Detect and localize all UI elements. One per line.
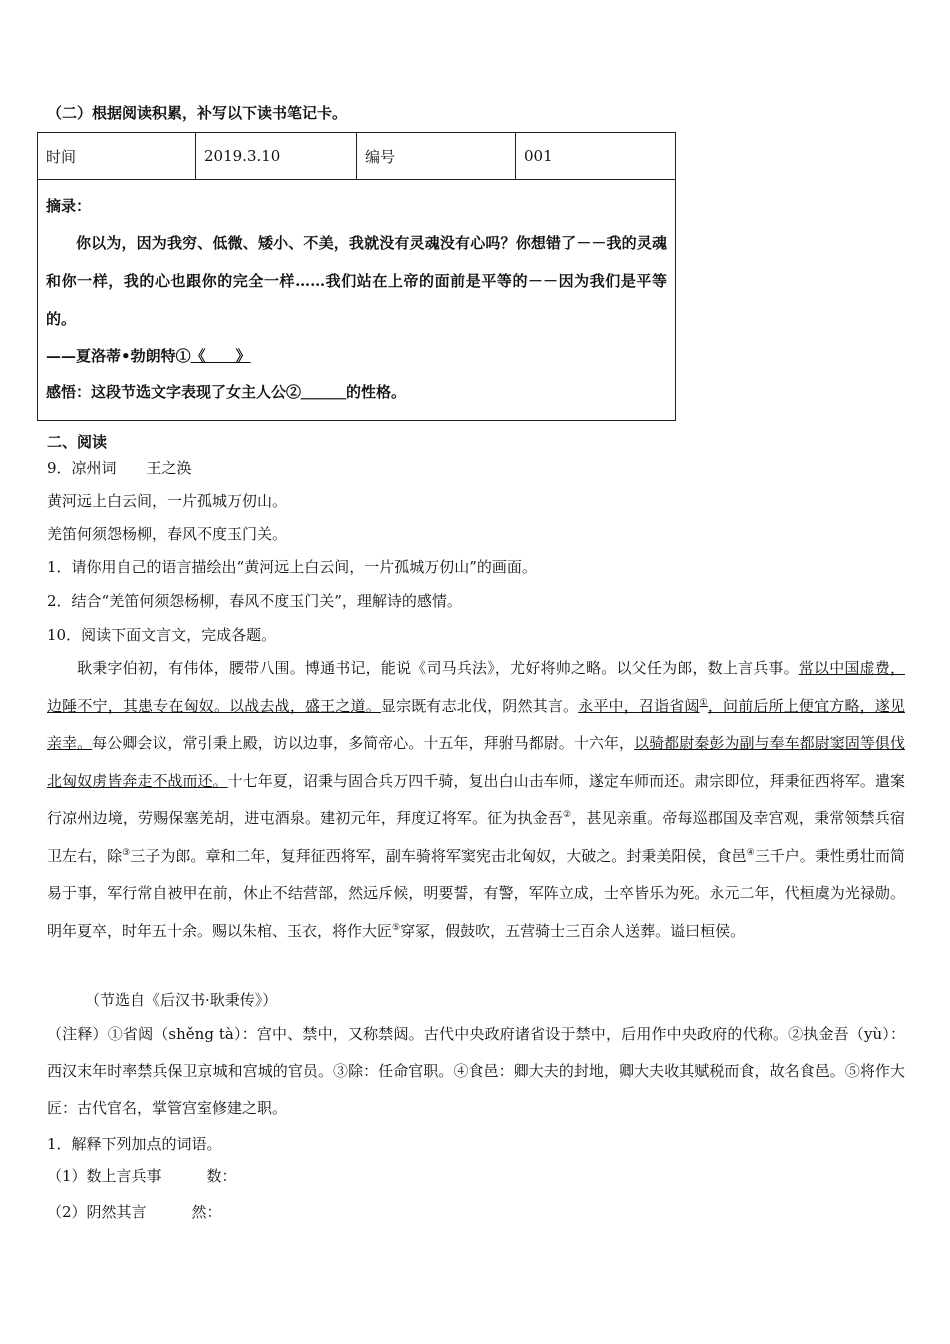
passage-source: （节选自《后汉书·耿秉传》） [85, 991, 278, 1009]
q9-question-2: 2．结合“羌笛何须怨杨柳，春风不度玉门关”，理解诗的感情。 [47, 592, 462, 610]
insight-prefix: 感悟：这段节选文字表现了女主人公② [46, 383, 302, 401]
section-heading: （二）根据阅读积累，补写以下读书笔记卡。 [47, 104, 348, 122]
number-value: 001 [516, 133, 676, 180]
annotations: （注释）①省闼（shěng tà）：宫中、禁中，又称禁闼。古代中央政府诸省设于禁中，后用作中央政府的代称。②执金吾（yù）：西汉末年时率禁兵保卫京城和宫城的官员。③除：任命官职。④食邑：卿大夫的封地，卿大夫收其赋税而食，故名食邑。⑤将作大匠：古代官名，掌管宫室修建之职。 [47, 1025, 905, 1117]
time-value: 2019.3.10 [196, 133, 357, 180]
source-prefix: ——夏洛蒂•勃朗特① [46, 347, 191, 365]
poem-line-1: 黄河远上白云间，一片孤城万仞山。 [47, 492, 288, 510]
time-label: 时间 [38, 133, 196, 180]
q10-question-1: 1．解释下列加点的词语。 [47, 1135, 222, 1153]
classical-passage: 耿秉字伯初，有伟体，腰带八围。博通书记，能说《司马兵法》，尤好将帅之略。以父任为郎，数上言兵事。常以中国虚费，边陲不宁，其患专在匈奴。以战去战，盛王之道。显宗既有志北伐，阴然其言。永平中，召诣省闼①，问前后所上便宜方略，遂见亲幸。每公卿会议，常引秉上殿，访以边事，多简帝心。十五年，拜驸马都尉。十六年，以骑都尉秦彭为副与奉车都尉窦固等俱伐北匈奴虏皆奔走不战而还。十七年夏，诏秉与固合兵万四千骑，复出白山击车师，遂定车师而还。肃宗即位，拜秉征西将军。遣案行凉州边境，劳赐保塞羌胡，进屯酒泉。建初元年，拜度辽将军。征为执金吾②，甚见亲重。帝每巡郡国及幸宫观，秉常领禁兵宿卫左右，除③三子为郎。章和二年，复拜征西将军，副车骑将军窦宪击北匈奴，大破之。封秉美阳侯，食邑④三千户。秉性勇壮而简易于事，军行常自被甲在前，休止不结营部，然远斥候，明要誓，有警，军阵立成，士卒皆乐为死。永元二年，代桓虞为光禄勋。明年夏卒，时年五十余。赐以朱棺、玉衣，将作大匠⑤穿冢，假鼓吹，五营骑士三百余人送葬。谥曰桓侯。 [47, 659, 905, 940]
insight-suffix: 的性格。 [346, 383, 407, 401]
source-line [46, 338, 667, 374]
insight-line [46, 374, 667, 410]
book-title-blank: 《 》 [190, 347, 251, 365]
q10-item-2: （2）阴然其言 然： [47, 1203, 222, 1221]
character-blank: ＿＿＿ [301, 383, 347, 401]
card-body [38, 180, 676, 421]
reading-heading: 二、阅读 [47, 433, 108, 451]
reading-note-card [37, 132, 676, 421]
excerpt-label: 摘录： [46, 197, 92, 215]
q10-item-1: （1）数上言兵事 数： [47, 1167, 237, 1185]
q9-title: 9．凉州词 王之涣 [47, 459, 192, 477]
q9-question-1: 1．请你用自己的语言描绘出“黄河远上白云间，一片孤城万仞山”的画面。 [47, 558, 537, 576]
q10-title: 10．阅读下面文言文，完成各题。 [47, 626, 277, 644]
excerpt-text: 你以为，因为我穷、低微、矮小、不美，我就没有灵魂没有心吗？你想错了－－我的灵魂和你一样，我的心也跟你的完全一样……我们站在上帝的面前是平等的－－因为我们是平等的。 [46, 234, 667, 328]
poem-line-2: 羌笛何须怨杨柳，春风不度玉门关。 [47, 525, 288, 543]
number-label: 编号 [357, 133, 516, 180]
